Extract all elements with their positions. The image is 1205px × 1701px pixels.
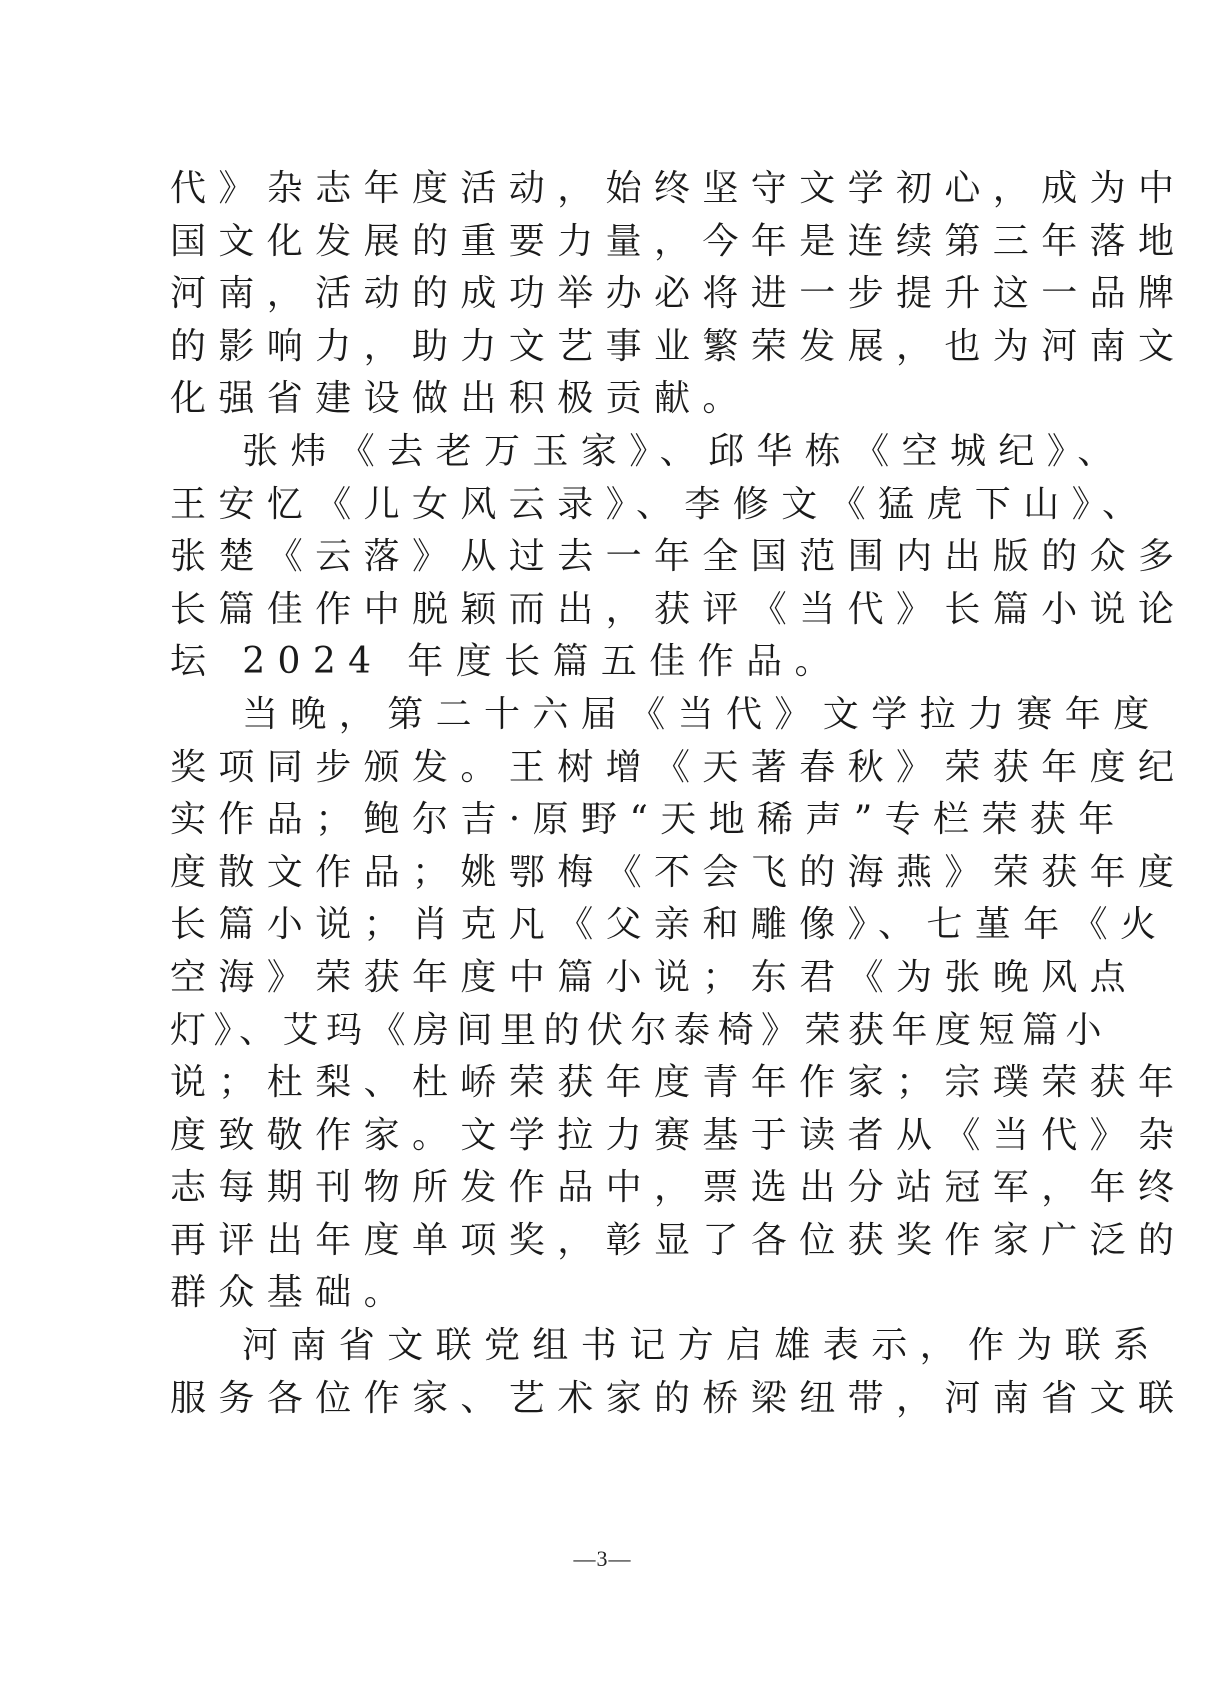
text-line: 河南，活动的成功举办必将进一步提升这一品牌 <box>170 273 1187 315</box>
text-line: 王安忆《儿女风云录》、李修文《猛虎下山》、 <box>170 483 1151 525</box>
page-number: —3— <box>573 1546 632 1571</box>
paragraph-start-line: 张炜《去老万玉家》、邱华栋《空城纪》、 <box>242 430 1126 472</box>
text-line: 实作品；鲍尔吉·原野“天地稀声”专栏荣获年 <box>170 799 1127 841</box>
text-line: 说；杜梨、杜峤荣获年度青年作家；宗璞荣获年 <box>170 1062 1187 1104</box>
text-line: 志每期刊物所发作品中，票选出分站冠军，年终 <box>170 1167 1187 1209</box>
text-line: 空海》荣获年度中篇小说；东君《为张晚风点 <box>170 956 1139 998</box>
text-line: 群众基础。 <box>170 1272 413 1314</box>
text-line: 的影响力，助力文艺事业繁荣发展，也为河南文 <box>170 325 1187 367</box>
document-body <box>170 163 1187 1425</box>
paragraph-start-line: 河南省文联党组书记方启雄表示，作为联系 <box>242 1325 1162 1367</box>
text-line: 度散文作品；姚鄂梅《不会飞的海燕》荣获年度 <box>170 851 1187 893</box>
text-line: 张楚《云落》从过去一年全国范围内出版的众多 <box>170 536 1187 578</box>
text-line: 长篇小说；肖克凡《父亲和雕像》、七堇年《火 <box>170 904 1169 946</box>
text-line: 代》杂志年度活动，始终坚守文学初心，成为中 <box>170 168 1187 209</box>
text-line: 化强省建设做出积极贡献。 <box>170 378 751 420</box>
text-line: 国文化发展的重要力量，今年是连续第三年落地 <box>170 220 1187 262</box>
paragraph-start-line: 当晚，第二十六届《当代》文学拉力赛年度 <box>242 693 1162 735</box>
text-line: 长篇佳作中脱颖而出，获评《当代》长篇小说论 <box>170 588 1187 630</box>
text-line: 坛 2024 年度长篇五佳作品。 <box>170 641 843 683</box>
text-line: 灯》、艾玛《房间里的伏尔泰椅》荣获年度短篇小 <box>170 1009 1110 1051</box>
text-line: 度致敬作家。文学拉力赛基于读者从《当代》杂 <box>170 1114 1187 1156</box>
text-line: 服务各位作家、艺术家的桥梁纽带，河南省文联 <box>170 1377 1187 1419</box>
text-line: 奖项同步颁发。王树增《天著春秋》荣获年度纪 <box>170 746 1187 788</box>
text-line: 再评出年度单项奖，彰显了各位获奖作家广泛的 <box>170 1219 1187 1261</box>
